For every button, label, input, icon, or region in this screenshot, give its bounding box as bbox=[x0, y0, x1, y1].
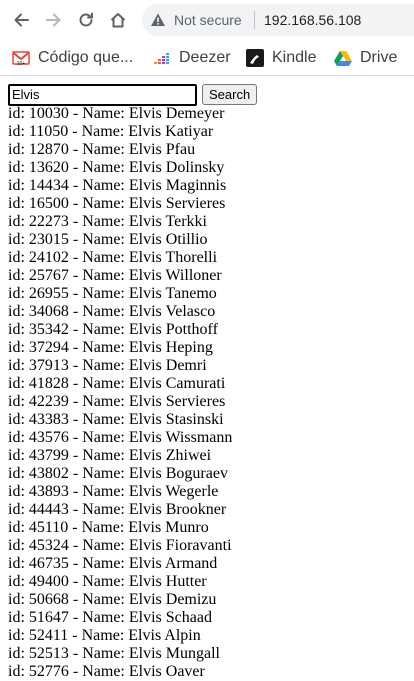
result-item: id: 34068 - Name: Elvis Velasco bbox=[8, 303, 216, 320]
result-item: id: 43893 - Name: Elvis Wegerle bbox=[8, 483, 219, 500]
result-item: id: 43576 - Name: Elvis Wissmann bbox=[8, 429, 233, 446]
result-item: id: 12870 - Name: Elvis Pfau bbox=[8, 141, 196, 158]
browser-toolbar bbox=[0, 0, 414, 40]
warning-triangle-icon[interactable] bbox=[150, 12, 166, 28]
result-item: id: 49400 - Name: Elvis Hutter bbox=[8, 573, 207, 590]
bookmark-deezer[interactable] bbox=[153, 48, 231, 68]
forward-button[interactable] bbox=[43, 9, 65, 31]
result-item: id: 52513 - Name: Elvis Mungall bbox=[8, 645, 220, 662]
address-bar[interactable] bbox=[142, 4, 414, 36]
result-item: id: 52411 - Name: Elvis Alpin bbox=[8, 627, 201, 644]
result-item: id: 14434 - Name: Elvis Maginnis bbox=[8, 177, 227, 194]
back-arrow-icon bbox=[12, 11, 30, 29]
reload-icon bbox=[77, 11, 95, 29]
result-item: id: 16500 - Name: Elvis Servieres bbox=[8, 195, 226, 212]
result-item: id: 45324 - Name: Elvis Fioravanti bbox=[8, 537, 232, 554]
bookmark-label: Código que... bbox=[38, 49, 134, 66]
result-item: id: 26955 - Name: Elvis Tanemo bbox=[8, 285, 217, 302]
search-form bbox=[8, 84, 408, 105]
result-item: id: 51647 - Name: Elvis Schaad bbox=[8, 609, 212, 626]
result-item: id: 11050 - Name: Elvis Katiyar bbox=[8, 123, 214, 140]
bookmark-label: Kindle bbox=[272, 49, 317, 66]
forward-arrow-icon bbox=[45, 11, 63, 29]
result-item: id: 44443 - Name: Elvis Brookner bbox=[8, 501, 227, 518]
bookmarks-bar bbox=[0, 40, 414, 76]
result-item: id: 37913 - Name: Elvis Demri bbox=[8, 357, 207, 374]
result-item: id: 46735 - Name: Elvis Armand bbox=[8, 555, 218, 572]
result-item: id: 10030 - Name: Elvis Demeyer bbox=[8, 105, 225, 122]
home-icon bbox=[109, 11, 127, 29]
result-item: id: 42239 - Name: Elvis Servieres bbox=[8, 393, 226, 410]
reload-button[interactable] bbox=[75, 9, 97, 31]
kindle-icon bbox=[246, 49, 264, 67]
bookmark-codigo[interactable] bbox=[12, 48, 133, 68]
result-item: id: 50668 - Name: Elvis Demizu bbox=[8, 591, 217, 608]
security-status[interactable]: Not secure bbox=[174, 12, 242, 28]
result-item: id: 43802 - Name: Elvis Boguraev bbox=[8, 465, 228, 482]
back-button[interactable] bbox=[10, 9, 32, 31]
results-list bbox=[8, 105, 408, 681]
result-item: id: 24102 - Name: Elvis Thorelli bbox=[8, 249, 218, 266]
result-item: id: 43383 - Name: Elvis Stasinski bbox=[8, 411, 224, 428]
result-item: id: 13620 - Name: Elvis Dolinsky bbox=[8, 159, 225, 176]
svg-text:10+: 10+ bbox=[16, 61, 26, 66]
page-content bbox=[8, 84, 408, 681]
result-item: id: 52776 - Name: Elvis Oaver bbox=[8, 663, 205, 680]
result-item: id: 37294 - Name: Elvis Heping bbox=[8, 339, 213, 356]
result-item: id: 35342 - Name: Elvis Potthoff bbox=[8, 321, 218, 338]
bookmark-label: Deezer bbox=[179, 49, 231, 66]
bookmark-kindle[interactable] bbox=[246, 48, 316, 68]
search-input[interactable] bbox=[8, 84, 197, 106]
address-divider bbox=[254, 11, 255, 29]
result-item: id: 22273 - Name: Elvis Terkki bbox=[8, 213, 207, 230]
result-item: id: 23015 - Name: Elvis Otillio bbox=[8, 231, 208, 248]
deezer-icon bbox=[153, 49, 171, 67]
drive-icon bbox=[334, 49, 352, 67]
home-button[interactable] bbox=[107, 9, 129, 31]
result-item: id: 25767 - Name: Elvis Willoner bbox=[8, 267, 222, 284]
bookmark-drive[interactable] bbox=[334, 48, 397, 68]
url-text[interactable]: 192.168.56.108 bbox=[264, 12, 362, 28]
result-item: id: 41828 - Name: Elvis Camurati bbox=[8, 375, 226, 392]
result-item: id: 45110 - Name: Elvis Munro bbox=[8, 519, 209, 536]
gmail-icon bbox=[12, 49, 30, 67]
bookmark-label: Drive bbox=[360, 49, 398, 66]
search-button[interactable]: Search bbox=[202, 84, 257, 105]
result-item: id: 43799 - Name: Elvis Zhiwei bbox=[8, 447, 212, 464]
